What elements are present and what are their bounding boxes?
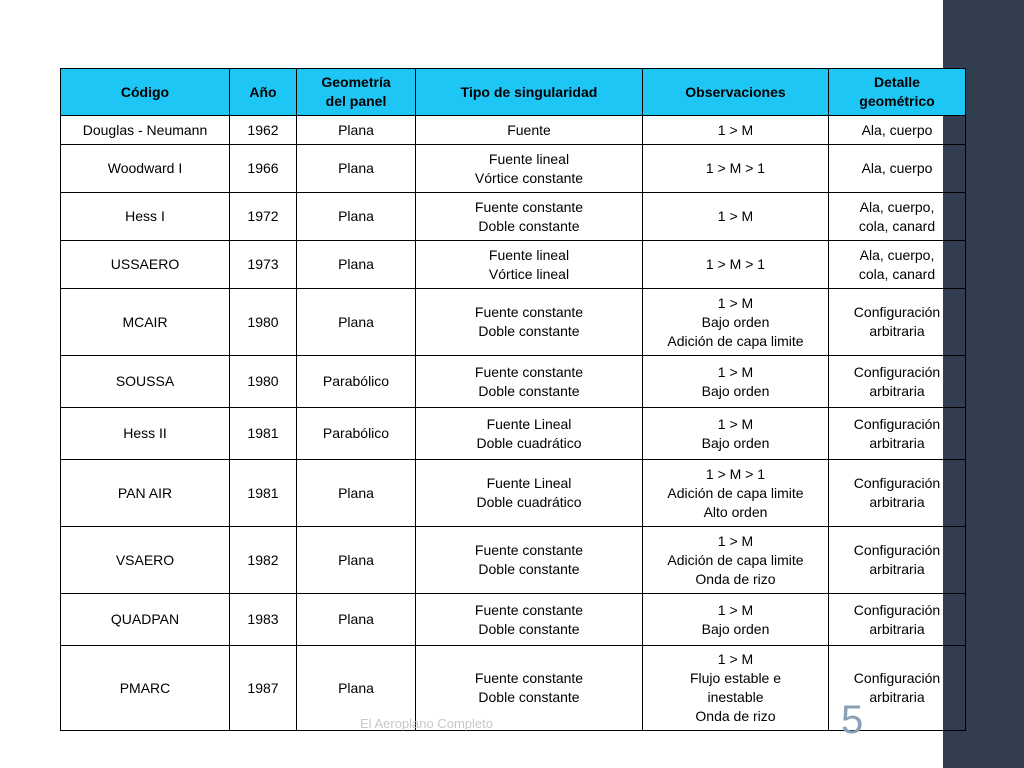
cell-detalle: Configuración arbitraria (829, 460, 966, 527)
cell-tipo: Fuente Lineal Doble cuadrático (416, 460, 643, 527)
cell-codigo: QUADPAN (61, 594, 230, 646)
cell-ano: 1962 (230, 116, 297, 145)
cell-detalle: Configuración arbitraria (829, 356, 966, 408)
cell-observaciones: 1 > M Bajo orden (643, 356, 829, 408)
header-geometria: Geometría del panel (297, 69, 416, 116)
cell-geometria: Plana (297, 193, 416, 241)
cell-observaciones: 1 > M (643, 193, 829, 241)
cell-tipo: Fuente Lineal Doble cuadrático (416, 408, 643, 460)
cell-codigo: SOUSSA (61, 356, 230, 408)
header-ano: Año (230, 69, 297, 116)
cell-ano: 1973 (230, 241, 297, 289)
cell-geometria: Parabólico (297, 356, 416, 408)
panel-methods-table (60, 68, 966, 731)
cell-ano: 1981 (230, 460, 297, 527)
cell-codigo: PMARC (61, 646, 230, 731)
cell-geometria: Plana (297, 145, 416, 193)
cell-geometria: Plana (297, 594, 416, 646)
cell-observaciones: 1 > M Bajo orden (643, 594, 829, 646)
header-observaciones: Observaciones (643, 69, 829, 116)
header-codigo: Código (61, 69, 230, 116)
table-row (61, 193, 966, 241)
table-row (61, 646, 966, 731)
cell-observaciones: 1 > M Flujo estable e inestable Onda de rizo (643, 646, 829, 731)
table-header-row (61, 69, 966, 116)
cell-tipo: Fuente constante Doble constante (416, 289, 643, 356)
cell-detalle: Configuración arbitraria (829, 408, 966, 460)
cell-tipo: Fuente constante Doble constante (416, 356, 643, 408)
cell-detalle: Configuración arbitraria (829, 646, 966, 731)
table-row (61, 356, 966, 408)
table-row (61, 116, 966, 145)
cell-tipo: Fuente constante Doble constante (416, 646, 643, 731)
cell-observaciones: 1 > M > 1 (643, 241, 829, 289)
cell-codigo: Hess I (61, 193, 230, 241)
cell-ano: 1966 (230, 145, 297, 193)
cell-detalle: Ala, cuerpo (829, 145, 966, 193)
cell-observaciones: 1 > M Adición de capa limite Onda de rizo (643, 527, 829, 594)
cell-geometria: Plana (297, 646, 416, 731)
cell-geometria: Plana (297, 527, 416, 594)
cell-detalle: Configuración arbitraria (829, 594, 966, 646)
cell-geometria: Parabólico (297, 408, 416, 460)
cell-ano: 1981 (230, 408, 297, 460)
cell-tipo: Fuente lineal Vórtice lineal (416, 241, 643, 289)
table-row (61, 289, 966, 356)
cell-observaciones: 1 > M (643, 116, 829, 145)
header-tipo-singularidad: Tipo de singularidad (416, 69, 643, 116)
table-row (61, 145, 966, 193)
slide-number: 5 (841, 698, 864, 742)
footer-text: El Aeroplano Completo (360, 716, 493, 731)
cell-detalle: Configuración arbitraria (829, 289, 966, 356)
cell-tipo: Fuente constante Doble constante (416, 193, 643, 241)
cell-detalle: Configuración arbitraria (829, 527, 966, 594)
cell-codigo: Woodward I (61, 145, 230, 193)
cell-detalle: Ala, cuerpo, cola, canard (829, 241, 966, 289)
cell-ano: 1980 (230, 289, 297, 356)
cell-detalle: Ala, cuerpo, cola, canard (829, 193, 966, 241)
cell-tipo: Fuente constante Doble constante (416, 527, 643, 594)
cell-codigo: PAN AIR (61, 460, 230, 527)
cell-ano: 1983 (230, 594, 297, 646)
cell-ano: 1972 (230, 193, 297, 241)
cell-observaciones: 1 > M > 1 Adición de capa limite Alto orden (643, 460, 829, 527)
cell-codigo: VSAERO (61, 527, 230, 594)
table-row (61, 460, 966, 527)
cell-tipo: Fuente lineal Vórtice constante (416, 145, 643, 193)
header-detalle: Detalle geométrico (829, 69, 966, 116)
table-row (61, 241, 966, 289)
cell-codigo: USSAERO (61, 241, 230, 289)
table-row (61, 408, 966, 460)
cell-codigo: Douglas - Neumann (61, 116, 230, 145)
cell-ano: 1987 (230, 646, 297, 731)
cell-geometria: Plana (297, 116, 416, 145)
cell-geometria: Plana (297, 289, 416, 356)
cell-ano: 1980 (230, 356, 297, 408)
cell-codigo: MCAIR (61, 289, 230, 356)
cell-tipo: Fuente constante Doble constante (416, 594, 643, 646)
table-row (61, 527, 966, 594)
cell-detalle: Ala, cuerpo (829, 116, 966, 145)
cell-tipo: Fuente (416, 116, 643, 145)
cell-geometria: Plana (297, 241, 416, 289)
cell-geometria: Plana (297, 460, 416, 527)
cell-observaciones: 1 > M Bajo orden Adición de capa limite (643, 289, 829, 356)
cell-observaciones: 1 > M > 1 (643, 145, 829, 193)
cell-observaciones: 1 > M Bajo orden (643, 408, 829, 460)
cell-ano: 1982 (230, 527, 297, 594)
table-row (61, 594, 966, 646)
cell-codigo: Hess II (61, 408, 230, 460)
